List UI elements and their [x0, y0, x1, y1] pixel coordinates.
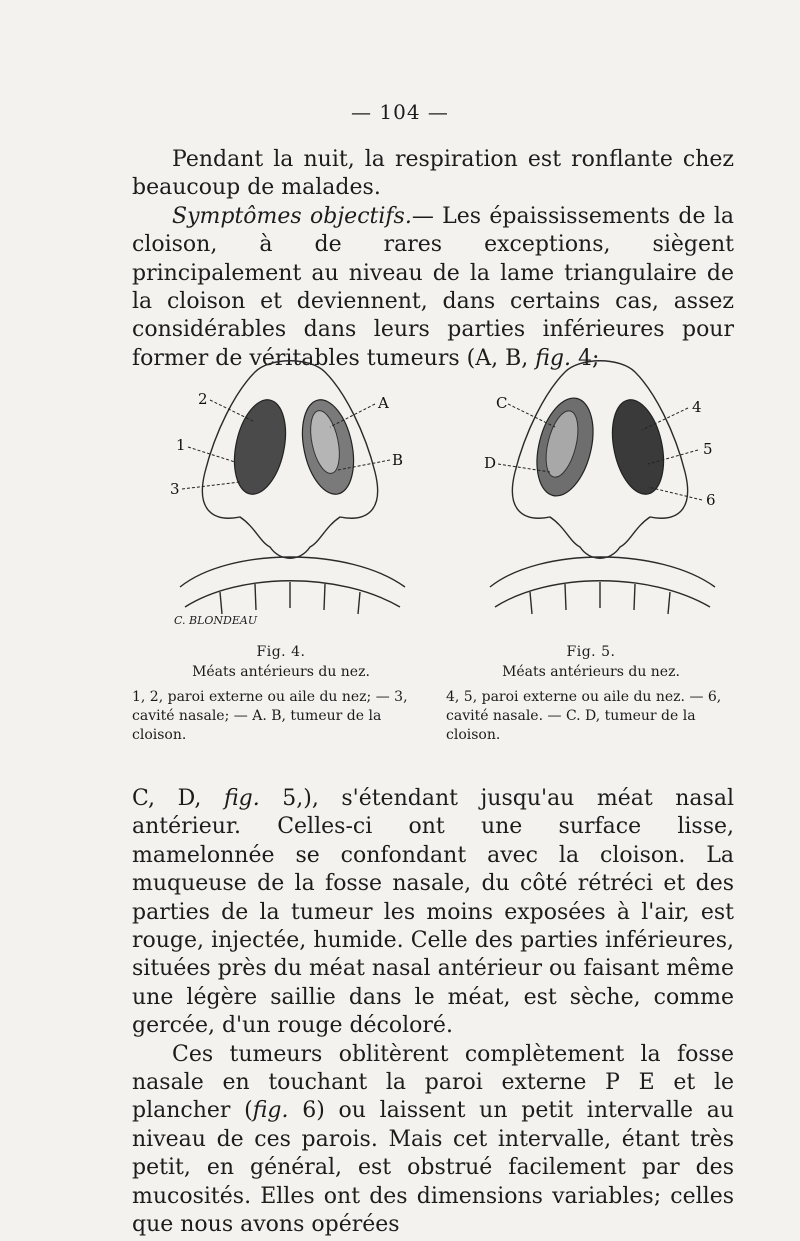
- fig-ref-6: fig.: [252, 1098, 289, 1124]
- fig5-label-d: D: [484, 454, 497, 472]
- tumor-surface-lead: C, D,: [132, 786, 224, 811]
- figures-row: [160, 352, 740, 632]
- figure-5-illustration: [470, 352, 730, 632]
- top-text-block: [132, 146, 734, 373]
- bottom-text-block: [132, 785, 734, 1240]
- fig-ref-4: fig.: [535, 345, 571, 371]
- obliteration-text: 6) ou laissent un petit intervalle au niveau de ces parois. Mais cet intervalle, étant très petit, en général, est obstrué facilement par des mucosités. Elles ont des dimensions variables; celles que nous avons opérées: [132, 1098, 735, 1238]
- paragraph-snoring: [132, 146, 734, 203]
- paragraph-symptoms: [132, 203, 734, 373]
- artist-signature: C. BLONDEAU: [174, 614, 258, 627]
- fig4-label-2: 2: [198, 390, 208, 408]
- symptoms-text: — Les épaississements de la cloison, à de rares exceptions, siègent principalement au niveau de la lame triangulaire de la cloison et deviennent, dans certains cas, assez considérables dans leurs parties inférieures pour former de véritables tumeurs (A, B,: [132, 203, 734, 371]
- fig5-number: Fig. 5.: [566, 644, 616, 660]
- fig5-legend: 4, 5, paroi externe ou aile du nez. — 6, cavité nasale. — C. D, tumeur de la cloison.: [446, 689, 722, 743]
- symptoms-heading: Symptômes objectifs.: [172, 203, 412, 229]
- page-number: — 104 —: [351, 100, 449, 124]
- obliteration-lead: Ces tumeurs oblitèrent complètement la fosse nasale en touchant la paroi externe P E et le plancher (: [132, 1041, 734, 1124]
- paragraph-tumor-surface: [132, 785, 734, 1041]
- paragraph-obliteration: [132, 1041, 734, 1240]
- caption-fig4: [132, 642, 430, 745]
- fig5-title: Méats antérieurs du nez.: [502, 664, 680, 680]
- captions-row: [132, 642, 736, 772]
- fig4-label-a: A: [378, 394, 389, 412]
- fig4-label-1: 1: [176, 436, 186, 454]
- nose-illustration-fig4: [160, 352, 420, 632]
- fig-ref-4-number: 4;: [571, 345, 600, 371]
- fig4-number: Fig. 4.: [256, 644, 306, 660]
- caption-fig5: [446, 642, 736, 745]
- fig5-label-5: 5: [703, 440, 713, 458]
- fig-ref-5: fig.: [223, 786, 260, 811]
- fig4-label-b: B: [392, 451, 404, 469]
- tumor-surface-text: 5,), s'étendant jusqu'au méat nasal antérieur. Celles-ci ont une surface lisse, mamelonnée se confondant avec la cloison. La muqueuse de la fosse nasale, du côté rétréci et des parties de la tumeur les moins exposées à l'air, est rouge, injectée, humide. Celle des parties inférieures, situées près du méat nasal antérieur ou faisant même une légère saillie dans le méat, est sèche, comme gercée, d'un rouge décoloré.: [132, 786, 734, 1039]
- figure-4-illustration: [160, 352, 420, 632]
- fig4-title: Méats antérieurs du nez.: [192, 664, 370, 680]
- fig4-legend: 1, 2, paroi externe ou aile du nez; — 3, cavité nasale; — A. B, tumeur de la cloison.: [132, 689, 408, 743]
- fig5-label-c: C: [496, 394, 508, 412]
- paragraph-snoring-text: Pendant la nuit, la respiration est ronflante chez beaucoup de malades.: [132, 147, 734, 201]
- fig5-label-4: 4: [692, 398, 702, 416]
- fig5-label-6: 6: [706, 491, 716, 509]
- nose-illustration-fig5: [470, 352, 730, 632]
- fig4-label-3: 3: [170, 480, 180, 498]
